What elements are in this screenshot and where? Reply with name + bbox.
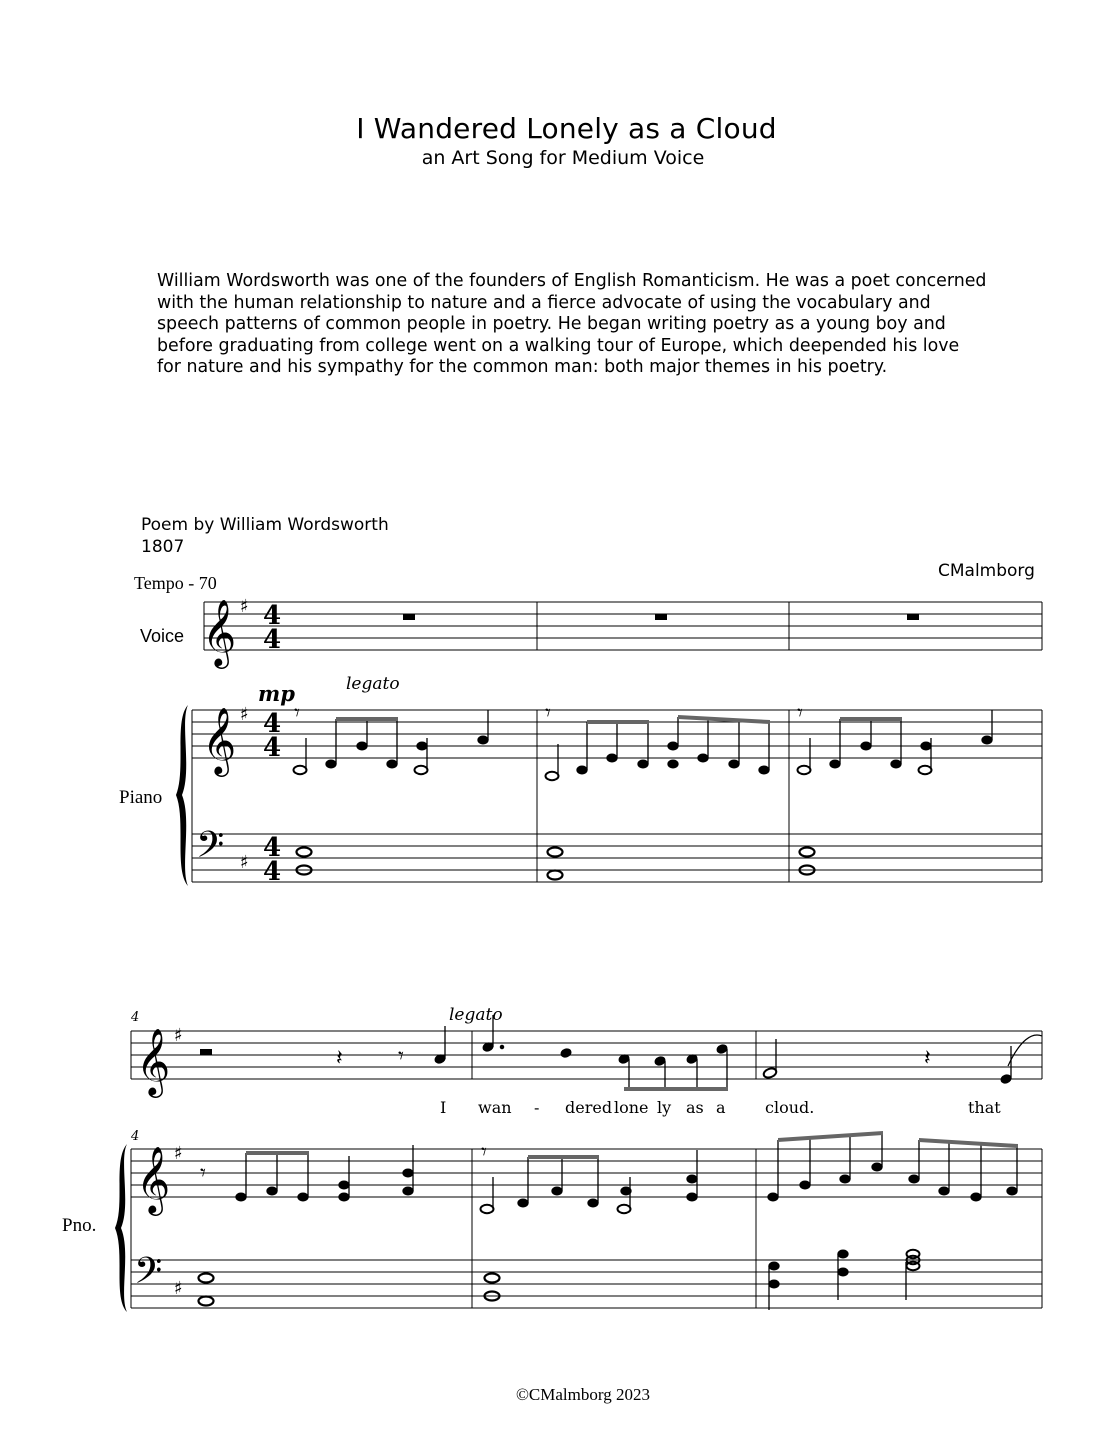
time-signature: 4 [263,733,282,763]
measure-number: 4 [131,1129,140,1144]
dynamic-marking: mp [258,681,295,706]
time-signature: 4 [263,625,282,655]
poem-year: 1807 [141,537,185,557]
lyric-hyphen: - [534,1098,540,1117]
piano-bass-staff-1 [192,834,1042,882]
tempo-marking: Tempo - 70 [134,573,217,593]
treble-clef-icon: 𝄞 [136,1027,171,1095]
sharp-icon: ♯ [240,852,249,873]
lyric-syllable: dered [565,1098,613,1117]
voice-staff-1 [204,602,1042,650]
treble-clef-icon: 𝄞 [136,1145,171,1213]
treble-clef-icon: 𝄞 [202,598,237,666]
treble-clef-icon: 𝄞 [202,706,237,774]
eighth-rest: 𝄾 [398,1044,404,1069]
sharp-icon: ♯ [240,704,249,725]
sharp-icon: ♯ [174,1143,183,1164]
eighth-rest: 𝄾 [797,701,803,726]
eighth-rest: 𝄾 [294,701,300,726]
whole-rest [907,614,919,620]
lyric-syllable: I [440,1098,447,1117]
whole-rest [403,614,415,620]
piano-brace-1 [176,705,188,886]
lyric-syllable: cloud. [765,1098,815,1117]
voice-notes-system-2 [434,1015,1042,1091]
song-subtitle: an Art Song for Medium Voice [421,147,705,169]
expression-marking: legato [449,1005,503,1025]
intro-line: for nature and his sympathy for the common man: both major themes in his poetry. [157,357,888,377]
lyric-syllable: that [968,1098,1001,1117]
sharp-icon: ♯ [174,1278,183,1299]
piano-notes-system-2 [199,1131,1019,1310]
quarter-rest: 𝄽 [336,1046,343,1071]
poet-credit: Poem by William Wordsworth [141,515,389,535]
quarter-rest: 𝄽 [924,1046,931,1071]
piano-staff-label: Pno. [62,1215,97,1236]
voice-staff-label: Voice [140,626,185,646]
lyric-syllable: wan [478,1098,512,1117]
lyric-syllable: ly [657,1098,672,1117]
sharp-icon: ♯ [240,596,249,617]
copyright-notice: ©CMalmborg 2023 [516,1385,650,1404]
piano-notes-system-1 [294,710,993,880]
eighth-rest: 𝄾 [481,1140,487,1165]
intro-line: William Wordsworth was one of the founders of English Romanticism. He was a poet concerned [157,271,987,291]
piano-brace-2 [115,1144,127,1312]
bass-clef-icon: 𝄢 [134,1250,163,1301]
voice-staff-2 [131,1031,1042,1079]
time-signature: 4 [263,857,282,887]
intro-line: with the human relationship to nature and a fierce advocate of using the vocabulary and [157,292,931,313]
piano-staff-label: Piano [119,787,163,808]
lyric-syllable: lone [614,1098,649,1117]
whole-rest [655,614,667,620]
lyric-syllable: as [686,1098,704,1117]
composer-credit: CMalmborg [938,561,1035,581]
song-title: I Wandered Lonely as a Cloud [356,112,777,145]
lyric-syllable: a [716,1098,726,1117]
sharp-icon: ♯ [174,1025,183,1046]
measure-number: 4 [131,1010,140,1025]
half-rest [200,1049,212,1055]
time-signature: 4 [263,833,282,863]
expression-marking: legato [346,674,400,694]
intro-line: speech patterns of common people in poetry. He began writing poetry as a young boy and [157,314,946,334]
intro-line: before graduating from college went on a walking tour of Europe, which deepended his love [157,335,960,356]
time-signature: 4 [263,601,282,631]
eighth-rest: 𝄾 [545,701,551,726]
bass-clef-icon: 𝄢 [196,824,225,875]
time-signature: 4 [263,709,282,739]
eighth-rest: 𝄾 [200,1161,206,1186]
